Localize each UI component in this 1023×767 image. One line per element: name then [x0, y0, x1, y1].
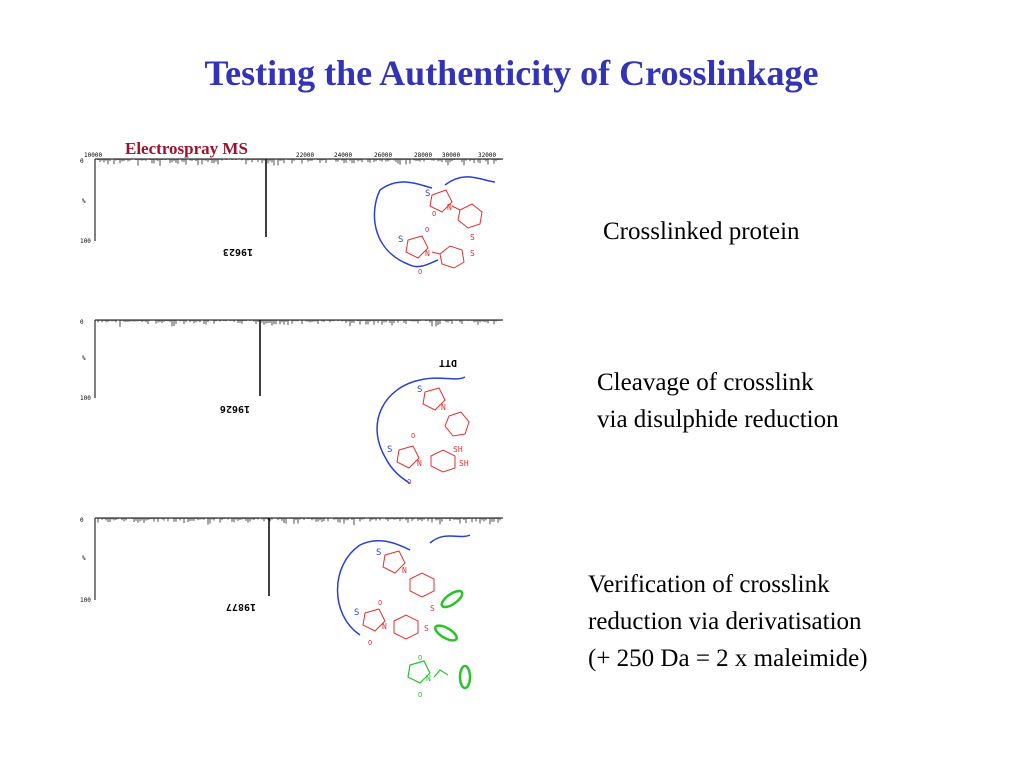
caption-line: reduction via derivatisation [588, 608, 862, 635]
svg-text:N: N [426, 674, 431, 683]
axis-tick-label: 22000 [296, 152, 315, 159]
svg-text:SH: SH [459, 459, 469, 468]
reduced-crosslink-structure [365, 372, 505, 492]
svg-text:S: S [470, 233, 475, 242]
axis-tick-label: 10000 [84, 152, 103, 159]
y-tick-0: 0 [80, 517, 84, 524]
reduced-linker [387, 385, 469, 486]
protein-chain [338, 535, 471, 635]
svg-text:S: S [470, 249, 475, 258]
svg-text:N: N [417, 459, 422, 468]
svg-text:S: S [424, 624, 429, 633]
svg-text:O: O [425, 226, 430, 234]
axis-tick-label: 24000 [334, 152, 353, 159]
svg-text:N: N [382, 622, 387, 631]
svg-text:O: O [411, 432, 416, 440]
spectrum-noise [98, 159, 500, 166]
spectrum-noise [98, 320, 500, 327]
slide-title: Testing the Authenticity of Crosslinkage [204, 53, 819, 93]
svg-text:SH: SH [453, 445, 463, 454]
svg-text:S: S [354, 608, 360, 618]
svg-text:O: O [407, 478, 412, 486]
svg-text:O: O [418, 268, 423, 276]
svg-text:N: N [447, 203, 452, 212]
bismaleimide-linker [398, 189, 482, 276]
svg-text:S: S [417, 385, 423, 395]
svg-text:O: O [378, 599, 383, 607]
peak-label: 19623 [222, 246, 253, 257]
svg-text:O: O [432, 210, 437, 218]
axis-tick-label: 26000 [374, 152, 393, 159]
svg-text:N: N [402, 566, 407, 575]
svg-text:O: O [418, 691, 423, 699]
y-tick-percent: % [82, 198, 86, 205]
electrospray-ms-label: Electrospray MS [125, 139, 248, 158]
y-tick-percent: % [82, 355, 86, 362]
derivatised-linker [354, 548, 435, 647]
caption-crosslinked-protein [603, 213, 800, 250]
peak-label: 19626 [219, 403, 250, 414]
caption-line: (+ 250 Da = 2 x maleimide) [588, 645, 868, 672]
caption-line: Verification of crosslink [588, 571, 830, 598]
svg-text:O: O [418, 654, 423, 662]
y-tick-0: 0 [80, 158, 84, 165]
peak-label: 19877 [225, 601, 256, 612]
y-tick-0: 0 [80, 319, 84, 326]
svg-text:S: S [376, 548, 382, 558]
svg-text:S: S [398, 235, 404, 245]
svg-text:S: S [387, 445, 393, 455]
svg-text:N: N [441, 403, 446, 412]
crosslinked-protein-structure [370, 170, 510, 280]
axis-tick-label: 28000 [414, 152, 433, 159]
caption-line: Crosslinked protein [603, 218, 800, 245]
svg-text:O: O [368, 639, 373, 647]
axis-tick-label: 30000 [442, 152, 461, 159]
caption-line: via disulphide reduction [597, 406, 839, 433]
dtt-label: DTT [438, 357, 457, 368]
derivatised-crosslink-structure [330, 525, 490, 705]
y-tick-100: 100 [80, 238, 91, 245]
caption-verification [588, 566, 868, 677]
maleimide-adducts [433, 588, 465, 643]
free-maleimide [408, 654, 470, 699]
svg-text:S: S [430, 604, 435, 613]
caption-cleavage [597, 364, 839, 438]
y-tick-100: 100 [80, 395, 91, 402]
y-tick-100: 100 [80, 597, 91, 604]
svg-text:N: N [425, 249, 430, 258]
caption-line: Cleavage of crosslink [597, 369, 814, 396]
svg-text:S: S [425, 189, 431, 199]
axis-tick-label: 32000 [478, 152, 497, 159]
y-tick-percent: % [82, 555, 86, 562]
